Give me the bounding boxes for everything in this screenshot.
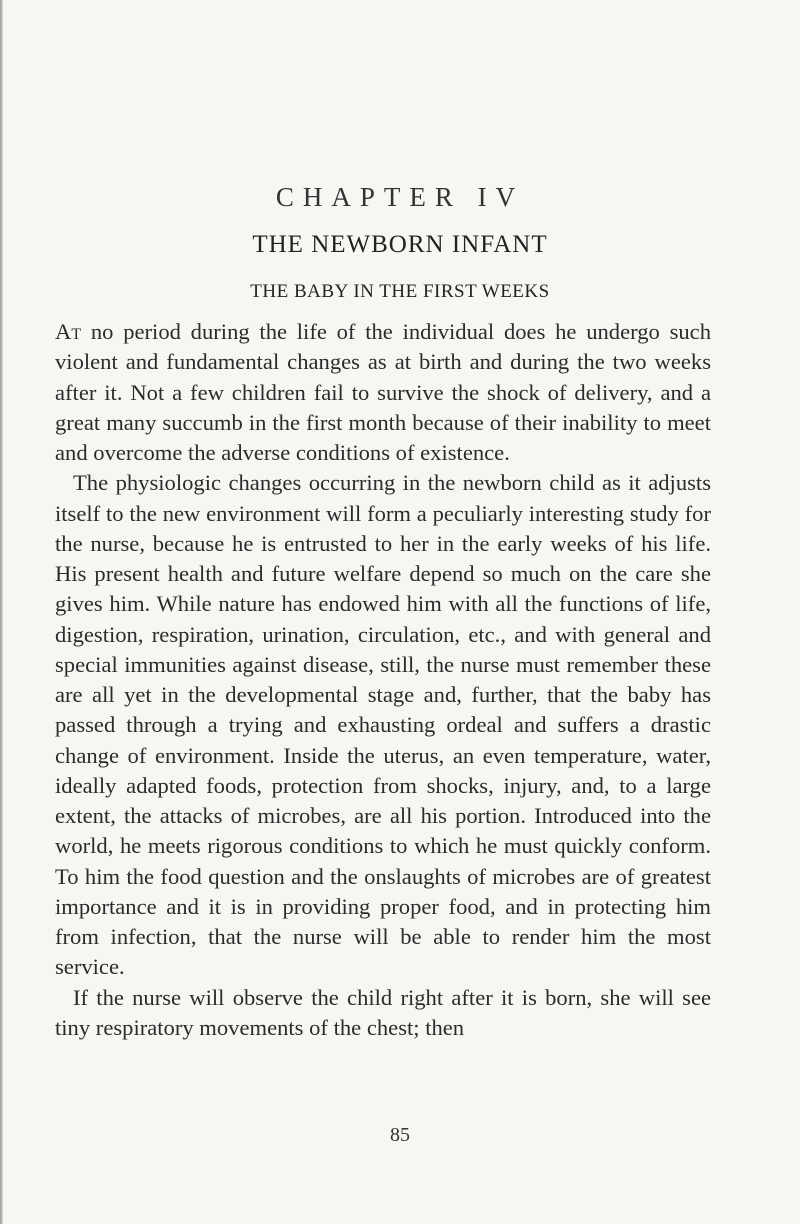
body-text	[55, 317, 711, 1043]
chapter-label: CHAPTER IV	[275, 182, 525, 212]
chapter-title: THE NEWBORN INFANT	[252, 231, 548, 258]
section-subtitle: THE BABY IN THE FIRST WEEKS	[250, 281, 550, 302]
paragraph-1-text: no period during the life of the individual does he undergo such violent and fundamental changes as at birth and during the two weeks after it. Not a few children fail to survive the shock of delivery, and a great many succumb in the first month because of their inability to meet and overcome the adverse conditions of existence.	[55, 319, 711, 465]
page-number: 85	[390, 1124, 410, 1146]
paragraph-2: The physiologic changes occurring in the newborn child as it adjusts itself to the new environment will form a peculiarly interesting study for the nurse, because he is entrusted to her in the early weeks of his life. His present health and future welfare depend so much on the care she gives him. While nature has endowed him with all the functions of life, digestion, respiration, urination, circulation, etc., and with general and special immunities against disease, still, the nurse must remember these are all yet in the developmental stage and, further, that the baby has passed through a trying and exhausting ordeal and suffers a drastic change of environment. Inside the uterus, an even temperature, water, ideally adapted foods, protection from shocks, injury, and, to a large extent, the attacks of microbes, are all his portion. Introduced into the world, he meets rigorous conditions to which he must quickly conform. To him the food question and the onslaughts of microbes are of greatest importance and it is in providing proper food, and in protecting him from infection, that the nurse will be able to render him the most service.	[55, 470, 711, 980]
paragraph-lead-word: At	[55, 319, 82, 344]
paragraph-1	[55, 317, 711, 468]
paragraph-3: If the nurse will observe the child right after it is born, she will see tiny respiratory movements of the chest; then	[55, 984, 711, 1040]
